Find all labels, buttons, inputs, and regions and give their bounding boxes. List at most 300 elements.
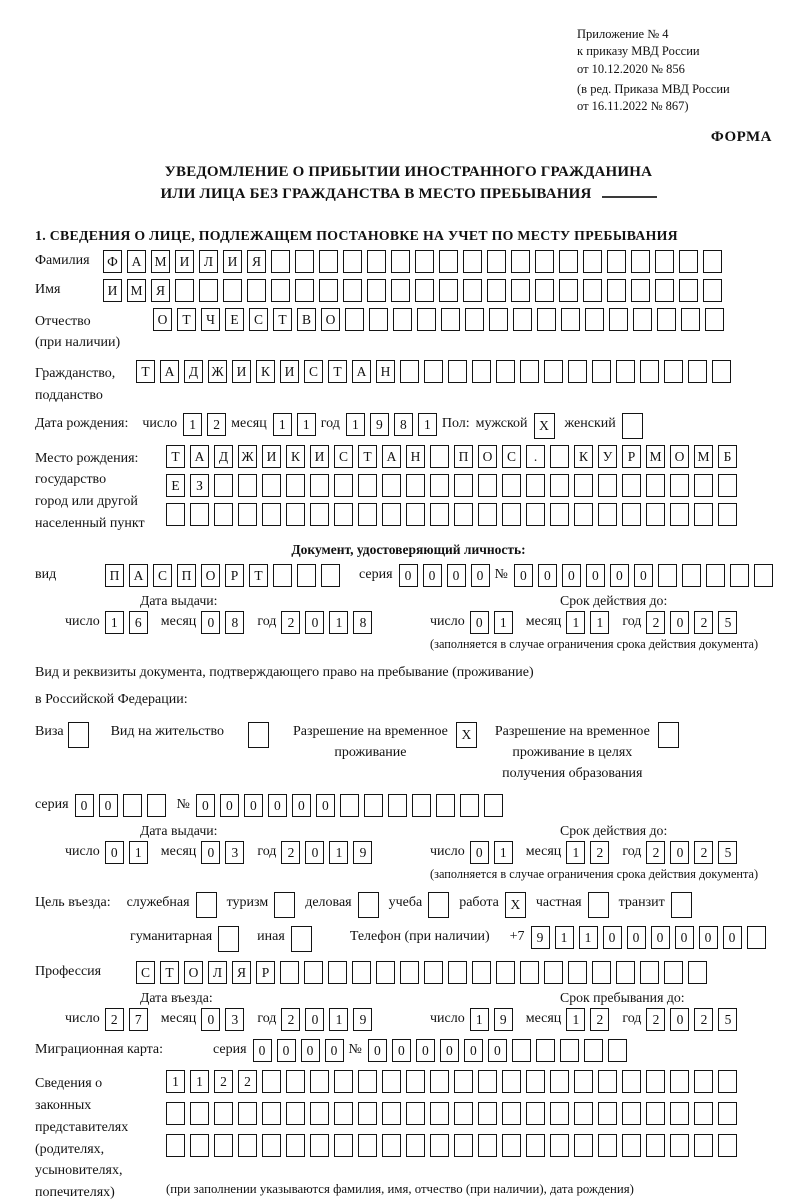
- char-box[interactable]: 0: [201, 611, 220, 634]
- char-box[interactable]: [658, 722, 679, 748]
- char-box[interactable]: [218, 926, 239, 952]
- char-box[interactable]: Б: [718, 445, 737, 468]
- char-box[interactable]: А: [127, 250, 146, 273]
- char-box[interactable]: [616, 961, 635, 984]
- char-box[interactable]: [238, 1102, 257, 1125]
- char-box[interactable]: Я: [151, 279, 170, 302]
- char-box[interactable]: 1: [566, 611, 585, 634]
- char-box[interactable]: [382, 503, 401, 526]
- char-box[interactable]: [358, 1070, 377, 1093]
- char-box[interactable]: 5: [718, 841, 737, 864]
- char-box[interactable]: Ч: [201, 308, 220, 331]
- char-box[interactable]: [297, 564, 316, 587]
- char-box[interactable]: [487, 279, 506, 302]
- char-box[interactable]: Н: [376, 360, 395, 383]
- char-box[interactable]: М: [694, 445, 713, 468]
- char-box[interactable]: [262, 503, 281, 526]
- char-box[interactable]: 1: [329, 841, 348, 864]
- char-box[interactable]: [646, 474, 665, 497]
- char-box[interactable]: 6: [129, 611, 148, 634]
- char-box[interactable]: Т: [249, 564, 268, 587]
- char-box[interactable]: [550, 1134, 569, 1157]
- char-box[interactable]: [441, 308, 460, 331]
- char-box[interactable]: 1: [183, 413, 202, 436]
- char-box[interactable]: [262, 1102, 281, 1125]
- char-box[interactable]: [502, 474, 521, 497]
- char-box[interactable]: Е: [225, 308, 244, 331]
- char-box[interactable]: [430, 1070, 449, 1093]
- char-box[interactable]: 0: [699, 926, 718, 949]
- char-box[interactable]: [286, 1102, 305, 1125]
- char-box[interactable]: [607, 279, 626, 302]
- char-box[interactable]: [550, 1102, 569, 1125]
- char-box[interactable]: Я: [247, 250, 266, 273]
- char-box[interactable]: Т: [136, 360, 155, 383]
- char-box[interactable]: 0: [423, 564, 442, 587]
- char-box[interactable]: [406, 1102, 425, 1125]
- char-box[interactable]: [223, 279, 242, 302]
- char-box[interactable]: [321, 564, 340, 587]
- char-box[interactable]: [364, 794, 383, 817]
- char-box[interactable]: С: [136, 961, 155, 984]
- char-box[interactable]: 2: [281, 611, 300, 634]
- char-box[interactable]: 2: [281, 1008, 300, 1031]
- char-box[interactable]: [214, 1102, 233, 1125]
- char-box[interactable]: [406, 1070, 425, 1093]
- char-box[interactable]: 0: [586, 564, 605, 587]
- char-box[interactable]: 1: [346, 413, 365, 436]
- char-box[interactable]: 0: [416, 1039, 435, 1062]
- char-box[interactable]: [448, 360, 467, 383]
- char-box[interactable]: [463, 250, 482, 273]
- char-box[interactable]: [502, 1070, 521, 1093]
- char-box[interactable]: 8: [225, 611, 244, 634]
- char-box[interactable]: [574, 1102, 593, 1125]
- char-box[interactable]: 0: [75, 794, 94, 817]
- char-box[interactable]: [703, 279, 722, 302]
- char-box[interactable]: [319, 279, 338, 302]
- char-box[interactable]: 0: [488, 1039, 507, 1062]
- char-box[interactable]: [718, 1070, 737, 1093]
- char-box[interactable]: [286, 474, 305, 497]
- char-box[interactable]: [502, 503, 521, 526]
- char-box[interactable]: 0: [464, 1039, 483, 1062]
- char-box[interactable]: 2: [238, 1070, 257, 1093]
- char-box[interactable]: [190, 503, 209, 526]
- char-box[interactable]: [304, 961, 323, 984]
- char-box[interactable]: [705, 308, 724, 331]
- char-box[interactable]: [568, 360, 587, 383]
- char-box[interactable]: [616, 360, 635, 383]
- char-box[interactable]: [430, 445, 449, 468]
- char-box[interactable]: 0: [603, 926, 622, 949]
- char-box[interactable]: [646, 503, 665, 526]
- char-box[interactable]: [393, 308, 412, 331]
- char-box[interactable]: [415, 250, 434, 273]
- char-box[interactable]: [238, 1134, 257, 1157]
- char-box[interactable]: [658, 564, 677, 587]
- char-box[interactable]: 0: [471, 564, 490, 587]
- char-box[interactable]: [670, 1102, 689, 1125]
- char-box[interactable]: 5: [718, 611, 737, 634]
- char-box[interactable]: 9: [353, 1008, 372, 1031]
- char-box[interactable]: Л: [208, 961, 227, 984]
- char-box[interactable]: [358, 1134, 377, 1157]
- char-box[interactable]: [622, 503, 641, 526]
- char-box[interactable]: [622, 1102, 641, 1125]
- char-box[interactable]: 0: [610, 564, 629, 587]
- char-box[interactable]: [400, 961, 419, 984]
- char-box[interactable]: [328, 961, 347, 984]
- char-box[interactable]: [262, 1134, 281, 1157]
- char-box[interactable]: [544, 360, 563, 383]
- char-box[interactable]: 1: [566, 1008, 585, 1031]
- char-box[interactable]: 1: [555, 926, 574, 949]
- char-box[interactable]: [345, 308, 364, 331]
- char-box[interactable]: 0: [277, 1039, 296, 1062]
- char-box[interactable]: [430, 503, 449, 526]
- char-box[interactable]: .: [526, 445, 545, 468]
- char-box[interactable]: [286, 1134, 305, 1157]
- char-box[interactable]: 2: [105, 1008, 124, 1031]
- char-box[interactable]: М: [151, 250, 170, 273]
- char-box[interactable]: П: [105, 564, 124, 587]
- char-box[interactable]: [489, 308, 508, 331]
- char-box[interactable]: С: [153, 564, 172, 587]
- char-box[interactable]: Е: [166, 474, 185, 497]
- char-box[interactable]: [382, 1102, 401, 1125]
- char-box[interactable]: [511, 279, 530, 302]
- char-box[interactable]: [343, 279, 362, 302]
- char-box[interactable]: 1: [590, 611, 609, 634]
- char-box[interactable]: [550, 1070, 569, 1093]
- char-box[interactable]: [559, 250, 578, 273]
- char-box[interactable]: [247, 279, 266, 302]
- char-box[interactable]: Д: [184, 360, 203, 383]
- char-box[interactable]: [655, 279, 674, 302]
- char-box[interactable]: У: [598, 445, 617, 468]
- char-box[interactable]: [310, 1102, 329, 1125]
- char-box[interactable]: [478, 1102, 497, 1125]
- char-box[interactable]: Т: [273, 308, 292, 331]
- char-box[interactable]: Т: [160, 961, 179, 984]
- char-box[interactable]: О: [201, 564, 220, 587]
- char-box[interactable]: [561, 308, 580, 331]
- char-box[interactable]: Р: [622, 445, 641, 468]
- char-box[interactable]: О: [321, 308, 340, 331]
- char-box[interactable]: [271, 250, 290, 273]
- char-box[interactable]: [238, 474, 257, 497]
- char-box[interactable]: [520, 360, 539, 383]
- char-box[interactable]: 0: [220, 794, 239, 817]
- char-box[interactable]: [703, 250, 722, 273]
- char-box[interactable]: [382, 1070, 401, 1093]
- char-box[interactable]: [428, 892, 449, 918]
- char-box[interactable]: [487, 250, 506, 273]
- char-box[interactable]: [454, 1134, 473, 1157]
- char-box[interactable]: [424, 961, 443, 984]
- char-box[interactable]: [286, 1070, 305, 1093]
- char-box[interactable]: [430, 1102, 449, 1125]
- char-box[interactable]: К: [574, 445, 593, 468]
- char-box[interactable]: 0: [316, 794, 335, 817]
- char-box[interactable]: 1: [105, 611, 124, 634]
- char-box[interactable]: 0: [651, 926, 670, 949]
- char-box[interactable]: [391, 250, 410, 273]
- char-box[interactable]: [166, 1102, 185, 1125]
- char-box[interactable]: 0: [244, 794, 263, 817]
- char-box[interactable]: [622, 413, 643, 439]
- char-box[interactable]: [454, 503, 473, 526]
- char-box[interactable]: [273, 564, 292, 587]
- char-box[interactable]: [622, 1134, 641, 1157]
- char-box[interactable]: [248, 722, 269, 748]
- char-box[interactable]: [526, 1070, 545, 1093]
- char-box[interactable]: [664, 360, 683, 383]
- char-box[interactable]: [588, 892, 609, 918]
- char-box[interactable]: 1: [273, 413, 292, 436]
- char-box[interactable]: [391, 279, 410, 302]
- char-box[interactable]: [310, 1134, 329, 1157]
- char-box[interactable]: [358, 503, 377, 526]
- char-box[interactable]: [190, 1102, 209, 1125]
- char-box[interactable]: [424, 360, 443, 383]
- char-box[interactable]: [550, 474, 569, 497]
- char-box[interactable]: [448, 961, 467, 984]
- char-box[interactable]: 8: [394, 413, 413, 436]
- char-box[interactable]: С: [249, 308, 268, 331]
- char-box[interactable]: Я: [232, 961, 251, 984]
- char-box[interactable]: 1: [566, 841, 585, 864]
- char-box[interactable]: [574, 1070, 593, 1093]
- char-box[interactable]: 9: [370, 413, 389, 436]
- char-box[interactable]: 0: [253, 1039, 272, 1062]
- char-box[interactable]: [472, 961, 491, 984]
- char-box[interactable]: [439, 279, 458, 302]
- char-box[interactable]: [631, 279, 650, 302]
- char-box[interactable]: 2: [590, 1008, 609, 1031]
- char-box[interactable]: [536, 1039, 555, 1062]
- char-box[interactable]: 7: [129, 1008, 148, 1031]
- char-box[interactable]: [607, 250, 626, 273]
- char-box[interactable]: 0: [201, 1008, 220, 1031]
- char-box[interactable]: [295, 279, 314, 302]
- char-box[interactable]: 1: [418, 413, 437, 436]
- char-box[interactable]: [343, 250, 362, 273]
- char-box[interactable]: [544, 961, 563, 984]
- char-box[interactable]: 1: [579, 926, 598, 949]
- char-box[interactable]: [430, 1134, 449, 1157]
- char-box[interactable]: [670, 474, 689, 497]
- char-box[interactable]: 0: [447, 564, 466, 587]
- char-box[interactable]: [670, 503, 689, 526]
- char-box[interactable]: П: [177, 564, 196, 587]
- char-box[interactable]: [340, 794, 359, 817]
- char-box[interactable]: 1: [129, 841, 148, 864]
- char-box[interactable]: [454, 1102, 473, 1125]
- char-box[interactable]: [681, 308, 700, 331]
- char-box[interactable]: [609, 308, 628, 331]
- char-box[interactable]: [598, 503, 617, 526]
- char-box[interactable]: [664, 961, 683, 984]
- char-box[interactable]: [622, 474, 641, 497]
- char-box[interactable]: 0: [105, 841, 124, 864]
- char-box[interactable]: [512, 1039, 531, 1062]
- char-box[interactable]: [406, 503, 425, 526]
- char-box[interactable]: [671, 892, 692, 918]
- char-box[interactable]: [214, 474, 233, 497]
- char-box[interactable]: С: [334, 445, 353, 468]
- char-box[interactable]: К: [286, 445, 305, 468]
- char-box[interactable]: [694, 1070, 713, 1093]
- char-box[interactable]: [369, 308, 388, 331]
- char-box[interactable]: X: [456, 722, 477, 748]
- char-box[interactable]: [412, 794, 431, 817]
- char-box[interactable]: [502, 1102, 521, 1125]
- char-box[interactable]: [334, 474, 353, 497]
- char-box[interactable]: Т: [328, 360, 347, 383]
- char-box[interactable]: [199, 279, 218, 302]
- char-box[interactable]: Ж: [208, 360, 227, 383]
- char-box[interactable]: [334, 1134, 353, 1157]
- char-box[interactable]: И: [175, 250, 194, 273]
- char-box[interactable]: [511, 250, 530, 273]
- char-box[interactable]: 2: [214, 1070, 233, 1093]
- char-box[interactable]: [262, 474, 281, 497]
- char-box[interactable]: 0: [392, 1039, 411, 1062]
- char-box[interactable]: [718, 474, 737, 497]
- char-box[interactable]: [670, 1070, 689, 1093]
- char-box[interactable]: [584, 1039, 603, 1062]
- char-box[interactable]: [271, 279, 290, 302]
- char-box[interactable]: 0: [538, 564, 557, 587]
- char-box[interactable]: [262, 1070, 281, 1093]
- char-box[interactable]: X: [505, 892, 526, 918]
- char-box[interactable]: О: [478, 445, 497, 468]
- char-box[interactable]: [592, 961, 611, 984]
- char-box[interactable]: И: [103, 279, 122, 302]
- char-box[interactable]: Т: [177, 308, 196, 331]
- char-box[interactable]: [484, 794, 503, 817]
- char-box[interactable]: [598, 1134, 617, 1157]
- char-box[interactable]: 3: [225, 1008, 244, 1031]
- char-box[interactable]: [406, 1134, 425, 1157]
- char-box[interactable]: [640, 360, 659, 383]
- char-box[interactable]: [496, 360, 515, 383]
- char-box[interactable]: [417, 308, 436, 331]
- char-box[interactable]: [598, 474, 617, 497]
- char-box[interactable]: [496, 961, 515, 984]
- char-box[interactable]: [439, 250, 458, 273]
- char-box[interactable]: И: [262, 445, 281, 468]
- char-box[interactable]: Р: [256, 961, 275, 984]
- char-box[interactable]: [274, 892, 295, 918]
- char-box[interactable]: [646, 1102, 665, 1125]
- char-box[interactable]: 1: [494, 841, 513, 864]
- char-box[interactable]: [123, 794, 142, 817]
- char-box[interactable]: П: [454, 445, 473, 468]
- char-box[interactable]: [640, 961, 659, 984]
- char-box[interactable]: 2: [694, 611, 713, 634]
- char-box[interactable]: 0: [514, 564, 533, 587]
- char-box[interactable]: [694, 503, 713, 526]
- char-box[interactable]: [280, 961, 299, 984]
- char-box[interactable]: [238, 503, 257, 526]
- char-box[interactable]: [382, 1134, 401, 1157]
- char-box[interactable]: [465, 308, 484, 331]
- char-box[interactable]: 0: [399, 564, 418, 587]
- char-box[interactable]: К: [256, 360, 275, 383]
- char-box[interactable]: [747, 926, 766, 949]
- char-box[interactable]: 0: [368, 1039, 387, 1062]
- char-box[interactable]: [657, 308, 676, 331]
- char-box[interactable]: [310, 503, 329, 526]
- char-box[interactable]: [560, 1039, 579, 1062]
- char-box[interactable]: [537, 308, 556, 331]
- char-box[interactable]: 2: [646, 611, 665, 634]
- char-box[interactable]: [688, 360, 707, 383]
- char-box[interactable]: 2: [646, 841, 665, 864]
- char-box[interactable]: [706, 564, 725, 587]
- char-box[interactable]: 0: [301, 1039, 320, 1062]
- char-box[interactable]: [679, 250, 698, 273]
- char-box[interactable]: [367, 250, 386, 273]
- char-box[interactable]: [436, 794, 455, 817]
- char-box[interactable]: 0: [675, 926, 694, 949]
- char-box[interactable]: 1: [166, 1070, 185, 1093]
- char-box[interactable]: 0: [99, 794, 118, 817]
- char-box[interactable]: Р: [225, 564, 244, 587]
- char-box[interactable]: [754, 564, 773, 587]
- char-box[interactable]: Д: [214, 445, 233, 468]
- char-box[interactable]: [526, 1102, 545, 1125]
- char-box[interactable]: 1: [494, 611, 513, 634]
- char-box[interactable]: [478, 503, 497, 526]
- char-box[interactable]: [334, 1102, 353, 1125]
- char-box[interactable]: [592, 360, 611, 383]
- char-box[interactable]: [286, 503, 305, 526]
- char-box[interactable]: [526, 1134, 545, 1157]
- char-box[interactable]: [415, 279, 434, 302]
- char-box[interactable]: 0: [292, 794, 311, 817]
- char-box[interactable]: 0: [670, 1008, 689, 1031]
- char-box[interactable]: [679, 279, 698, 302]
- char-box[interactable]: 3: [225, 841, 244, 864]
- char-box[interactable]: [376, 961, 395, 984]
- char-box[interactable]: [400, 360, 419, 383]
- char-box[interactable]: [598, 1070, 617, 1093]
- char-box[interactable]: [585, 308, 604, 331]
- char-box[interactable]: 1: [329, 1008, 348, 1031]
- char-box[interactable]: [175, 279, 194, 302]
- char-box[interactable]: 1: [190, 1070, 209, 1093]
- char-box[interactable]: [598, 1102, 617, 1125]
- char-box[interactable]: [190, 1134, 209, 1157]
- char-box[interactable]: [694, 1134, 713, 1157]
- char-box[interactable]: 2: [694, 1008, 713, 1031]
- char-box[interactable]: [214, 1134, 233, 1157]
- char-box[interactable]: 9: [353, 841, 372, 864]
- char-box[interactable]: Ф: [103, 250, 122, 273]
- char-box[interactable]: [454, 1070, 473, 1093]
- char-box[interactable]: 0: [196, 794, 215, 817]
- char-box[interactable]: X: [534, 413, 555, 439]
- char-box[interactable]: [196, 892, 217, 918]
- char-box[interactable]: О: [153, 308, 172, 331]
- char-box[interactable]: [388, 794, 407, 817]
- char-box[interactable]: О: [184, 961, 203, 984]
- char-box[interactable]: И: [280, 360, 299, 383]
